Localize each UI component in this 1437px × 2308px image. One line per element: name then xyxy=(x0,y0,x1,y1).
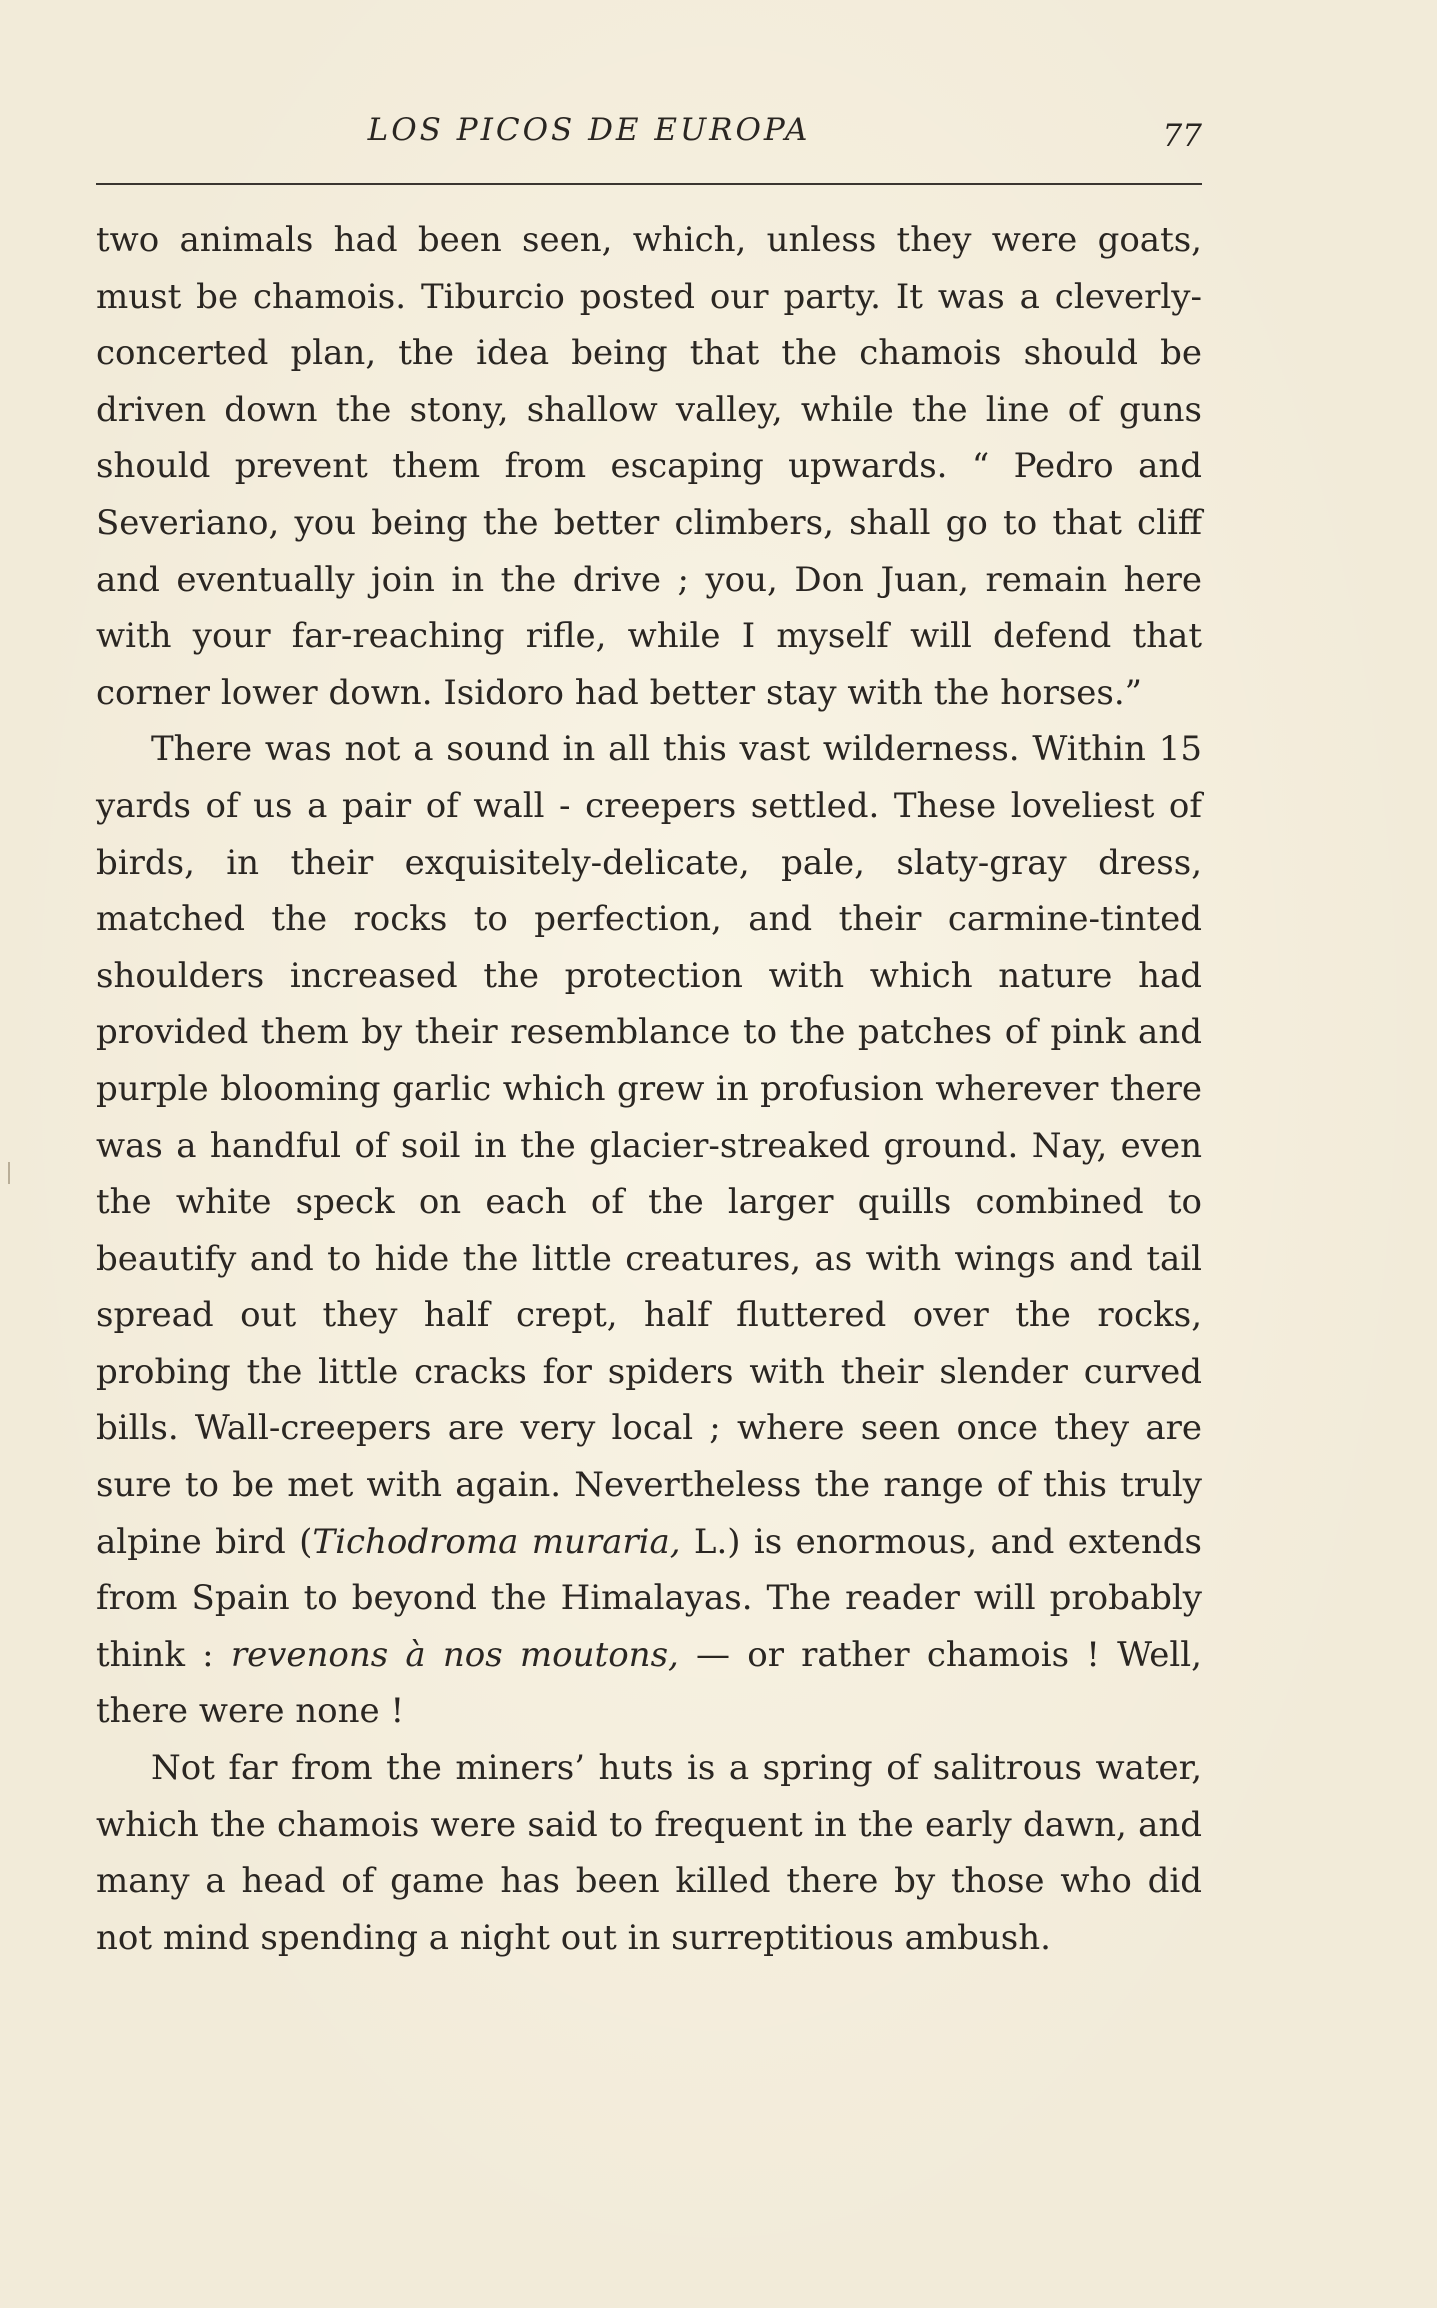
text-segment: L.) is enormous, and extends from Spain to beyond the Himalayas. The reader will probably think : xyxy=(96,1521,1202,1675)
page-number: 77 xyxy=(1162,118,1202,154)
italic-text-segment: revenons à nos moutons, xyxy=(230,1634,679,1675)
paragraph-3 xyxy=(96,1740,1202,1966)
gutter-mark xyxy=(8,1162,10,1184)
running-title: LOS PICOS DE EUROPA xyxy=(367,112,811,148)
paragraph-2 xyxy=(96,721,1202,1740)
paragraph-1 xyxy=(96,212,1202,721)
body-text xyxy=(96,212,1202,1966)
text-segment: There was not a sound in all this vast wilderness. Within 15 yards of us a pair of wall - creepers settled. These loveliest of birds, in their exquisitely-delicate, pale, slaty-gray dress, matched the rocks to perfection, and their carmine-tinted shoulders increased the protection with which nature had provided them by their resemblance to the patches of pink and purple blooming garlic which grew in profusion wherever there was a handful of soil in the glacier-streaked ground. Nay, even the white speck on each of the larger quills combined to beautify and to hide the little creatures, as with wings and tail spread out they half crept, half fluttered over the rocks, probing the little cracks for spiders with their slender curved bills. Wall-creepers are very local ; where seen once they are sure to be met with again. Nevertheless the range of this truly alpine bird ( xyxy=(96,729,1202,1562)
text-segment: — or rather chamois ! Well, there were none ! xyxy=(96,1634,1202,1732)
italic-text-segment: Tichodroma muraria, xyxy=(312,1521,681,1562)
running-head xyxy=(96,112,1202,162)
text-segment: Not far from the miners’ huts is a spring of salitrous water, which the chamois were said to frequent in the early dawn, and many a head of game has been killed there by those who did not mind spending a night out in surreptitious ambush. xyxy=(96,1748,1202,1958)
header-rule xyxy=(96,183,1202,185)
text-segment: two animals had been seen, which, unless they were goats, must be chamois. Tiburcio posted our party. It was a cleverly-concerted plan, the idea being that the chamois should be driven down the stony, shallow valley, while the line of guns should prevent them from escaping upwards. “ Pedro and Severiano, you being the better climbers, shall go to that cliff and eventually join in the drive ; you, Don Juan, remain here with your far-reaching rifle, while I myself will defend that corner lower down. Isidoro had better stay with the horses.” xyxy=(96,220,1202,713)
